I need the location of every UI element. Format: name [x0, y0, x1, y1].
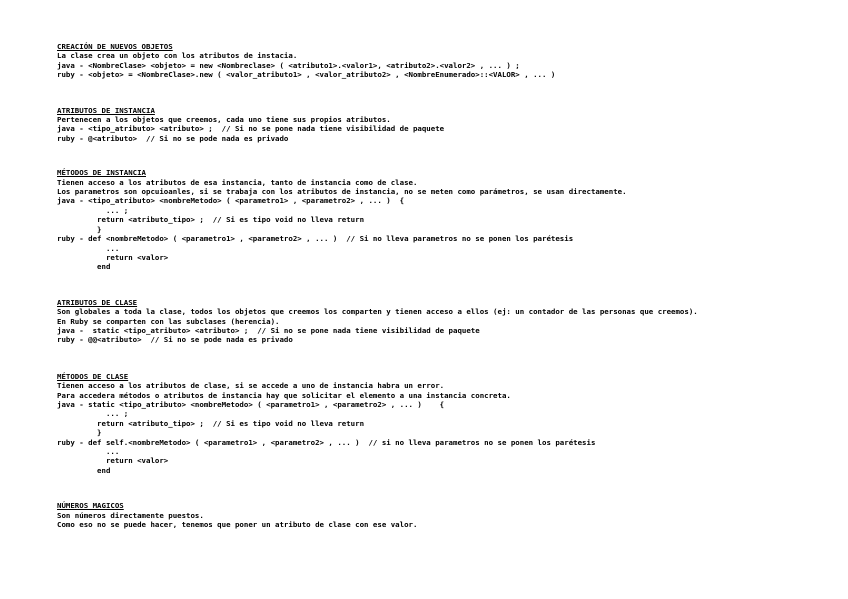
text-line: Como eso no se puede hacer, tenemos que poner un atributo de clase con ese valor.: [57, 520, 418, 530]
section: [57, 501, 842, 529]
text-line: java - <tipo_atributo> <nombreMetodo> ( <parametro1> , <parametro2> , ... ) {: [57, 196, 405, 206]
text-line: Los parametros son opcuioanles, si se trabaja con los atributos de instancia, no se meten como parámetros, se usan directamente.: [57, 187, 627, 197]
section-heading: ATRIBUTOS DE INSTANCIA: [57, 105, 155, 115]
text-line: return <atributo_tipo> ; // Si es tipo void no lleva return: [57, 215, 365, 225]
section: [57, 372, 842, 475]
section: [57, 168, 842, 271]
text-line: return <atributo_tipo> ; // Si es tipo void no lleva return: [57, 418, 365, 428]
text-line: En Ruby se comparten con las subclases (herencia).: [57, 316, 280, 326]
text-line: ...: [57, 243, 120, 253]
section: [57, 298, 842, 345]
text-line: java - static <tipo_atributo> <nombreMetodo> ( <parametro1> , <parametro2> , ... ) {: [57, 399, 445, 409]
section-heading: CREACIÓN DE NUEVOS OBJETOS: [57, 42, 173, 51]
text-line: Son globales a toda la clase, todos los objetos que creemos los comparten y tienen acceso a ellos (ej: un contador de las personas que creemos).: [57, 307, 698, 317]
text-line: ...: [57, 447, 120, 456]
text-line: java - static <tipo_atributo> <atributo> ; // Si no se pone nada tiene visibilidad de paquete: [57, 325, 480, 335]
text-line: Pertenecen a los objetos que creemos, cada uno tiene sus propios atributos.: [57, 115, 391, 125]
section-heading: MÉTODOS DE INSTANCIA: [57, 168, 146, 178]
text-line: ... ;: [57, 409, 129, 419]
text-line: Son números directamente puestos.: [57, 510, 204, 520]
text-line: Tienen acceso a los atributos de clase, si se accede a uno de instancia habra un error.: [57, 381, 445, 391]
text-line: ruby - <objeto> = <NombreClase>.new ( <valor_atributo1> , <valor_atributo2> , <NombreEnumerado>::<VALOR> , ... ): [57, 70, 556, 80]
text-line: return <valor>: [57, 456, 169, 466]
text-line: end: [57, 262, 111, 272]
text-line: return <valor>: [57, 252, 169, 262]
text-line: Tienen acceso a los atributos de esa instancia, tanto de instancia como de clase.: [57, 177, 418, 187]
text-line: java - <NombreClase> <objeto> = new <Nombreclase> ( <atributo1>.<valor1>, <atributo2>.<valor2> , ... ) ;: [57, 60, 520, 70]
text-line: Para accedera métodos o atributos de instancia hay que solicitar el elemento a una instancia concreta.: [57, 390, 511, 400]
text-line: ruby - @@<atributo> // Si no se pode nada es privado: [57, 335, 293, 345]
section-heading: NÚMEROS MAGICOS: [57, 501, 124, 511]
document-body: [57, 42, 842, 529]
text-line: end: [57, 465, 111, 475]
text-line: ruby - def self.<nombreMetodo> ( <parametro1> , <parametro2> , ... ) // si no lleva parametros no se ponen los parétesis: [57, 437, 596, 447]
section-heading: MÉTODOS DE CLASE: [57, 371, 129, 381]
text-line: }: [57, 428, 102, 438]
section: [57, 106, 842, 144]
section: [57, 42, 842, 80]
text-line: ruby - @<atributo> // Si no se pode nada es privado: [57, 133, 289, 143]
text-line: }: [57, 224, 102, 234]
section-heading: ATRIBUTOS DE CLASE: [57, 297, 138, 307]
text-line: java - <tipo_atributo> <atributo> ; // Si no se pone nada tiene visibilidad de paquete: [57, 124, 445, 134]
text-line: ruby - def <nombreMetodo> ( <parametro1> , <parametro2> , ... ) // Si no lleva parametros no se ponen los parétesis: [57, 234, 574, 244]
text-line: ... ;: [57, 205, 129, 215]
text-line: La clase crea un objeto con los atributos de instacia.: [57, 51, 298, 61]
